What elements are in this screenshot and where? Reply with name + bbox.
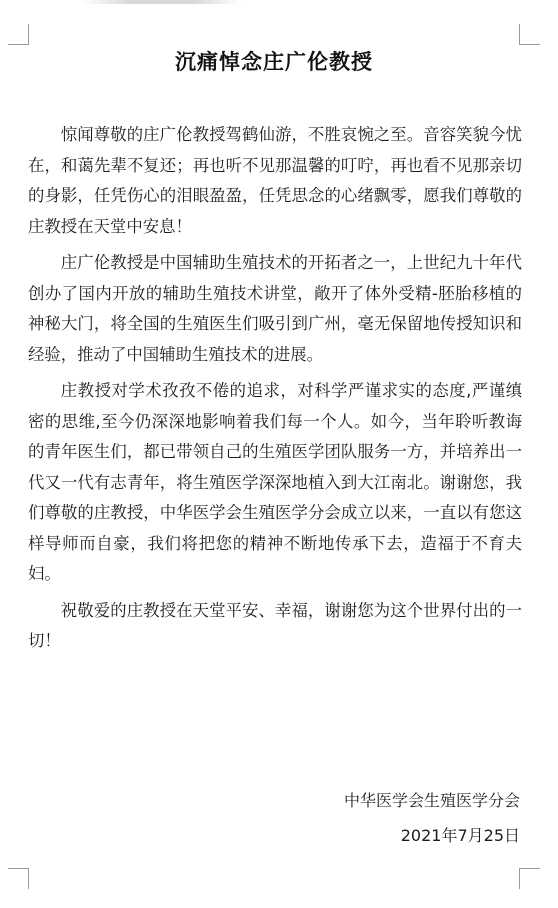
page-corner-mark-top-left <box>8 24 29 45</box>
paragraph-4: 祝敬爱的庄教授在天堂平安、幸福，谢谢您为这个世界付出的一切！ <box>28 600 522 650</box>
page-corner-mark-top-right <box>519 24 540 45</box>
paragraph-2: 庄广伦教授是中国辅助生殖技术的开拓者之一，上世纪九十年代创办了国内开放的辅助生殖技术讲堂，敞开了体外受精-胚胎移植的神秘大门，将全国的生殖医生们吸引到广州，毫无保留地传授知识和经验，推动了中国辅助生殖技术的进展。 <box>28 253 522 364</box>
page-corner-mark-bottom-right <box>519 868 540 889</box>
page-corner-mark-bottom-left <box>8 868 29 889</box>
signature-organization: 中华医学会生殖医学分会 <box>343 791 520 810</box>
document-body <box>28 120 522 663</box>
paragraph-1: 惊闻尊敬的庄广伦教授驾鹤仙游，不胜哀惋之至。音容笑貌今忧在，和蔼先辈不复还；再也听不见那温馨的叮咛，再也看不见那亲切的身影，任凭伤心的泪眼盈盈，任凭思念的心绪飘零，愿我们尊敬的庄教授在天堂中安息！ <box>28 125 522 236</box>
signature-date: 2021年7月25日 <box>400 826 520 845</box>
paragraph-3: 庄教授对学术孜孜不倦的追求，对科学严谨求实的态度,严谨缜密的思维,至今仍深深地影响着我们每一个人。如今，当年聆听教诲的青年医生们，都已带领自己的生殖医学团队服务一方，并培养出一代又一代有志青年，将生殖医学深深地植入到大江南北。谢谢您，我们尊敬的庄教授，中华医学会生殖医学分会成立以来，一直以有您这样导师而自豪，我们将把您的精神不断地传承下去，造福于不育夫妇。 <box>28 381 522 583</box>
document-title: 沉痛悼念庄广伦教授 <box>175 50 373 74</box>
top-edge-artifact <box>82 0 242 4</box>
